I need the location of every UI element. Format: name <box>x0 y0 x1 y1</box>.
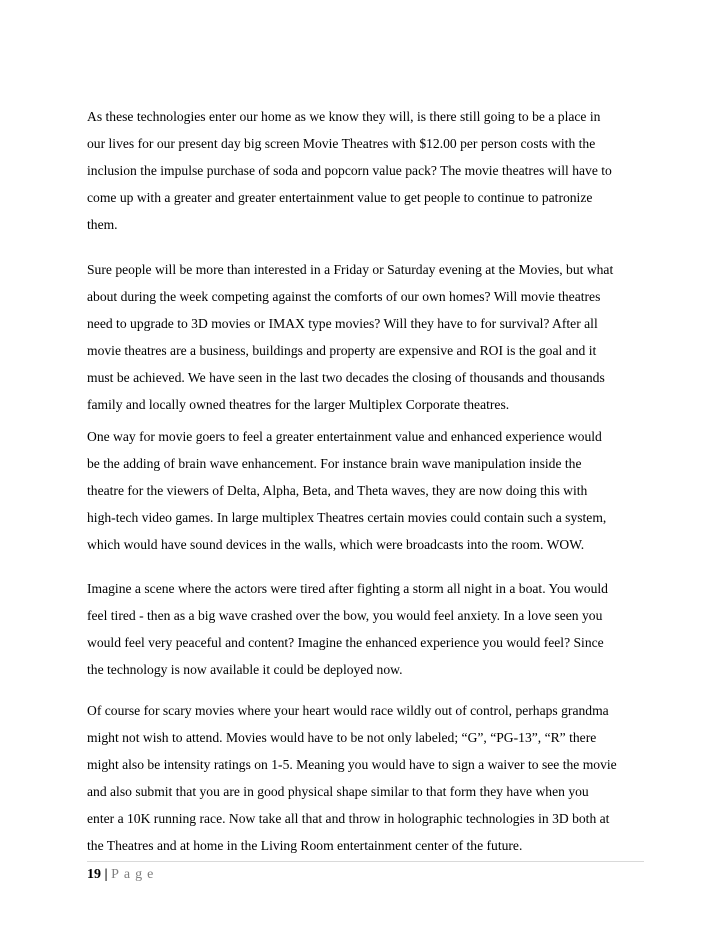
paragraph-line: As these technologies enter our home as we know they will, is there still going to be a place in <box>87 109 601 124</box>
paragraph-line: Imagine a scene where the actors were tired after fighting a storm all night in a boat. You would <box>87 581 608 596</box>
paragraph-line: come up with a greater and greater entertainment value to get people to continue to patronize <box>87 190 593 205</box>
paragraph-2 <box>87 256 647 418</box>
paragraph-line: movie theatres are a business, buildings and property are expensive and ROI is the goal and it <box>87 343 597 358</box>
paragraph-line: Sure people will be more than interested in a Friday or Saturday evening at the Movies, but what <box>87 262 614 277</box>
paragraph-line: feel tired - then as a big wave crashed over the bow, you would feel anxiety. In a love seen you <box>87 608 603 623</box>
paragraph-line: high-tech video games. In large multiplex Theatres certain movies could contain such a system, <box>87 510 607 525</box>
paragraph-3 <box>87 423 647 558</box>
paragraph-line: would feel very peaceful and content? Imagine the enhanced experience you would feel? Since <box>87 635 604 650</box>
paragraph-line: the technology is now available it could be deployed now. <box>87 662 403 677</box>
paragraph-4 <box>87 575 647 683</box>
page-label: Page <box>111 867 159 882</box>
paragraph-line: must be achieved. We have seen in the last two decades the closing of thousands and thousands <box>87 370 605 385</box>
page-footer <box>87 864 158 886</box>
paragraph-line: and also submit that you are in good physical shape similar to that form they have when you <box>87 784 589 799</box>
paragraph-line: our lives for our present day big screen Movie Theatres with $12.00 per person costs with the <box>87 136 596 151</box>
paragraph-5 <box>87 697 647 859</box>
paragraph-line: One way for movie goers to feel a greater entertainment value and enhanced experience would <box>87 429 602 444</box>
paragraph-line: which would have sound devices in the walls, which were broadcasts into the room. WOW. <box>87 537 585 552</box>
paragraph-1 <box>87 103 647 238</box>
footer-divider <box>87 861 644 862</box>
paragraph-line: them. <box>87 217 118 232</box>
page-separator: | <box>104 867 108 882</box>
paragraph-line: about during the week competing against the comforts of our own homes? Will movie theatres <box>87 289 601 304</box>
paragraph-line: be the adding of brain wave enhancement. For instance brain wave manipulation inside the <box>87 456 582 471</box>
paragraph-line: might also be intensity ratings on 1-5. Meaning you would have to sign a waiver to see the movie <box>87 757 617 772</box>
paragraph-line: might not wish to attend. Movies would have to be not only labeled; “G”, “PG-13”, “R” there <box>87 730 597 745</box>
paragraph-line: theatre for the viewers of Delta, Alpha, Beta, and Theta waves, they are now doing this with <box>87 483 588 498</box>
paragraph-line: inclusion the impulse purchase of soda and popcorn value pack? The movie theatres will have to <box>87 163 612 178</box>
paragraph-line: Of course for scary movies where your heart would race wildly out of control, perhaps grandma <box>87 703 609 718</box>
paragraph-line: enter a 10K running race. Now take all that and throw in holographic technologies in 3D both at <box>87 811 610 826</box>
paragraph-line: need to upgrade to 3D movies or IMAX type movies? Will they have to for survival? After all <box>87 316 598 331</box>
paragraph-line: family and locally owned theatres for the larger Multiplex Corporate theatres. <box>87 397 510 412</box>
page-number: 19 <box>87 867 101 882</box>
paragraph-line: the Theatres and at home in the Living Room entertainment center of the future. <box>87 838 523 853</box>
